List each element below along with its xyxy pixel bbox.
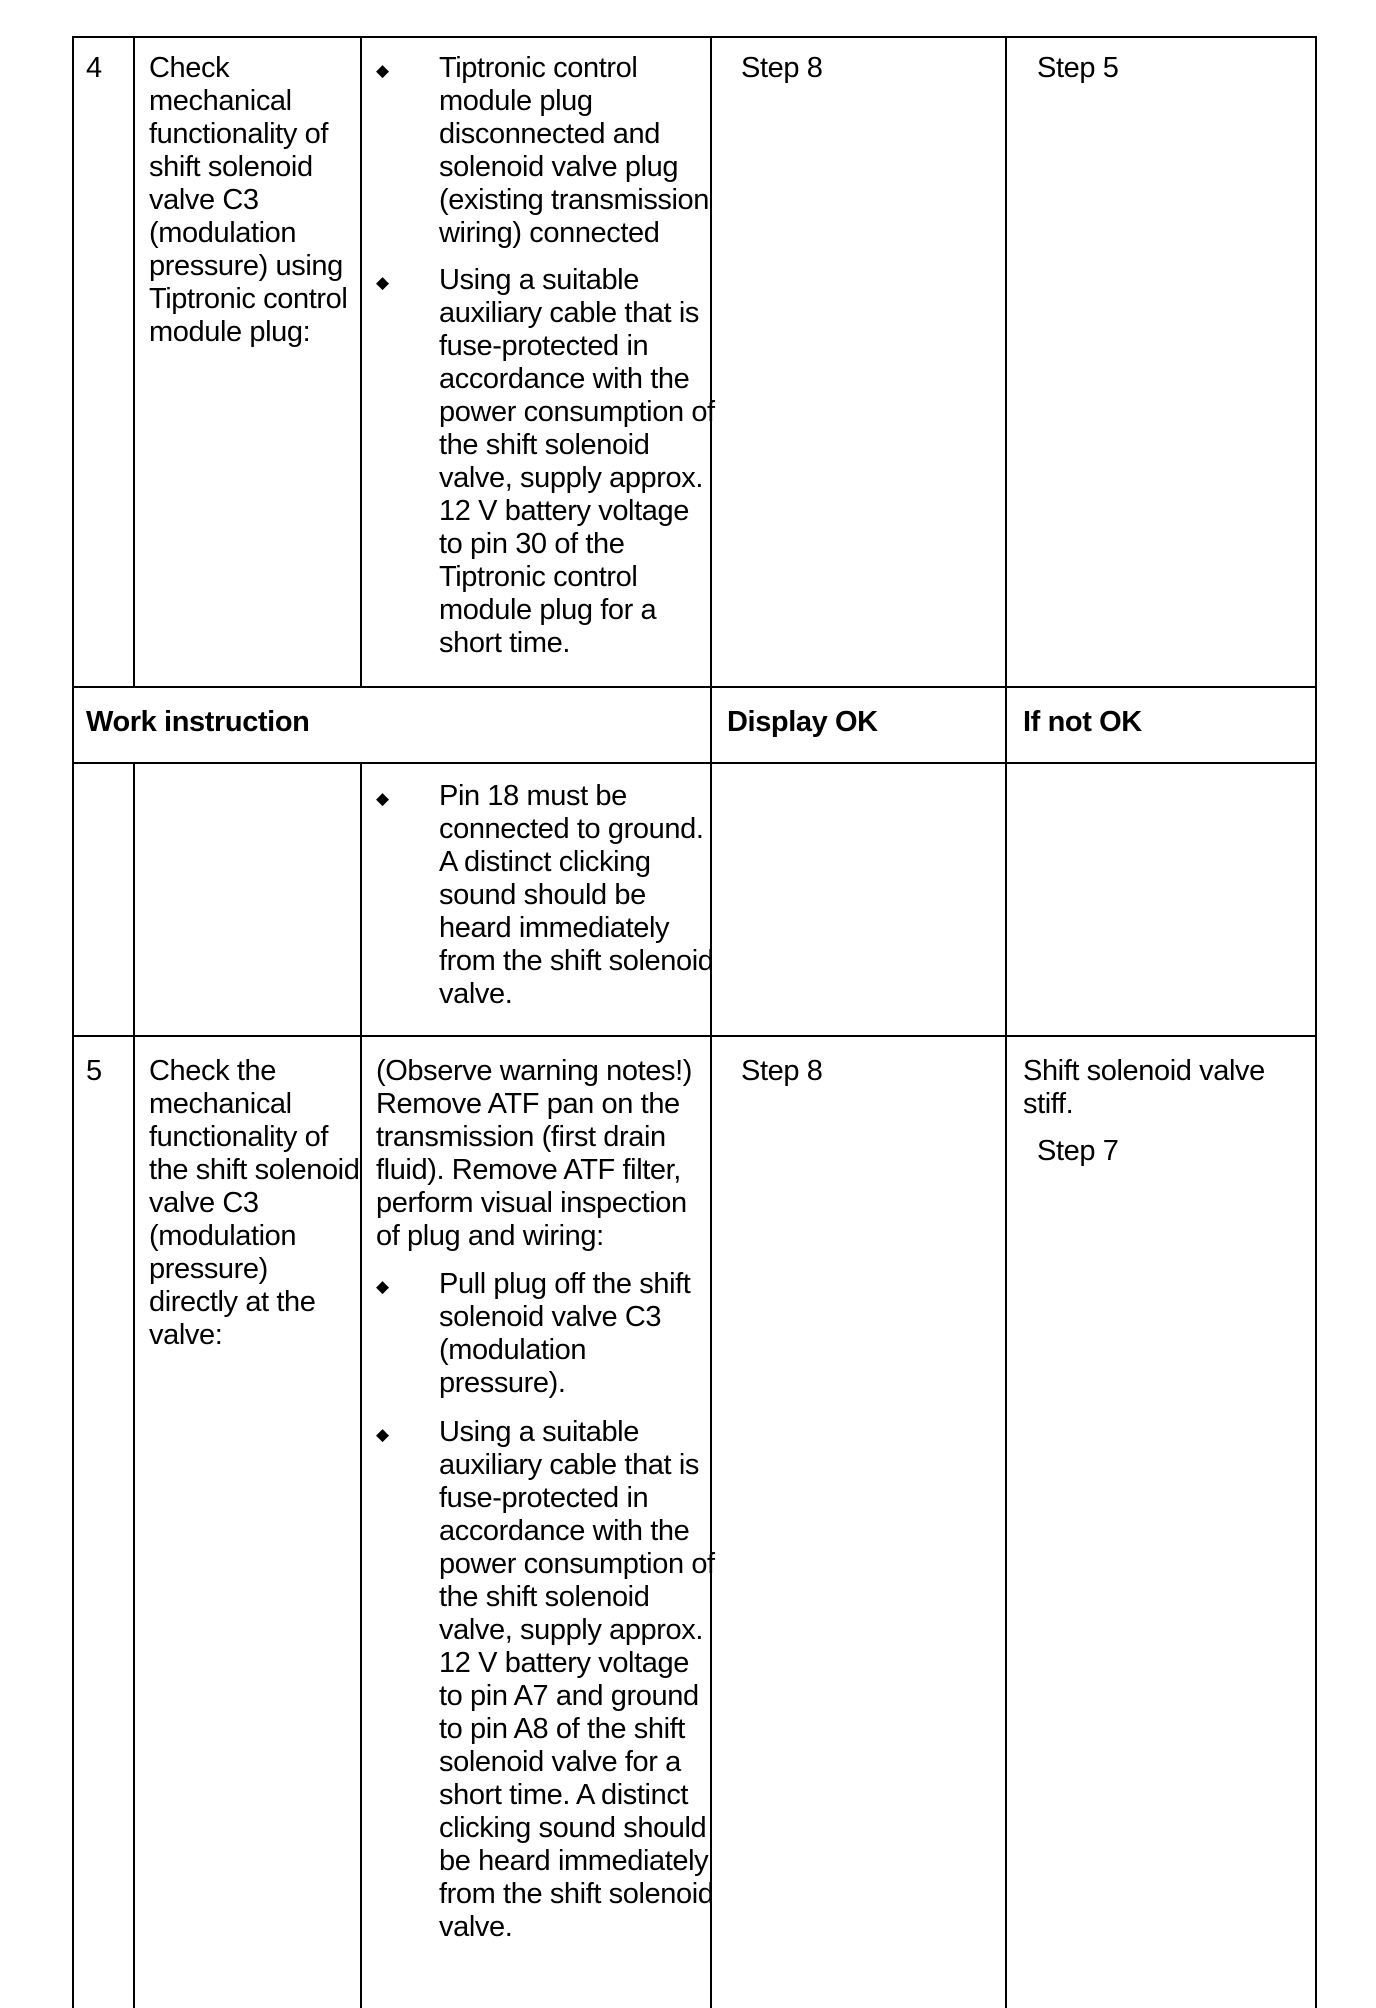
text-line: solenoid valve plug <box>439 151 679 183</box>
rule-header-top <box>72 686 1317 688</box>
row5-display-ok: Step 8 <box>741 1055 823 1087</box>
text-line: valve. <box>439 978 513 1010</box>
text-line: mechanical <box>149 1088 292 1120</box>
text-line: Pin 18 must be <box>439 780 627 812</box>
header-if-not-ok: If not OK <box>1023 706 1142 738</box>
text-line: valve C3 <box>149 184 259 216</box>
text-line: mechanical <box>149 85 292 117</box>
row4-bullet3-text <box>439 780 714 1011</box>
text-line: heard immediately <box>439 912 670 944</box>
text-line: accordance with the <box>439 363 690 395</box>
text-line: fuse-protected in <box>439 1482 649 1514</box>
text-line: valve: <box>149 1319 223 1351</box>
text-line: pressure). <box>439 1367 566 1399</box>
row5-if-not-ok-text <box>1023 1055 1265 1121</box>
text-line: 12 V battery voltage <box>439 1647 689 1679</box>
rule-col4 <box>1005 36 1007 2008</box>
text-line: Tiptronic control <box>439 561 638 593</box>
text-line: short time. <box>439 627 570 659</box>
bullet-icon: ◆ <box>376 1425 390 1444</box>
text-line: module plug: <box>149 316 311 348</box>
text-line: to pin A8 of the shift <box>439 1713 685 1745</box>
bullet-icon: ◆ <box>376 789 390 808</box>
text-line: valve C3 <box>149 1187 259 1219</box>
text-line: transmission (first drain <box>376 1121 666 1153</box>
text-line: accordance with the <box>439 1515 690 1547</box>
text-line: sound should be <box>439 879 646 911</box>
text-line: (modulation <box>149 217 297 249</box>
row4-display-ok: Step 8 <box>741 52 823 84</box>
text-line: module plug for a <box>439 594 657 626</box>
text-line: connected to ground. <box>439 813 704 845</box>
text-line: to pin 30 of the <box>439 528 625 560</box>
text-line: valve, supply approx. <box>439 462 704 494</box>
text-line: perform visual inspection <box>376 1187 687 1219</box>
text-line: Using a suitable <box>439 1416 639 1448</box>
text-line: Tiptronic control <box>439 52 638 84</box>
row5-bullet1-text <box>439 1268 690 1400</box>
text-line: Check <box>149 52 230 84</box>
text-line: of plug and wiring: <box>376 1220 604 1252</box>
text-line: the shift solenoid <box>439 429 650 461</box>
text-line: 12 V battery voltage <box>439 495 689 527</box>
text-line: fuse-protected in <box>439 330 649 362</box>
row4-bullet2-text <box>439 264 715 660</box>
rule-col1 <box>133 36 135 687</box>
text-line: (modulation <box>149 1220 297 1252</box>
row5-number: 5 <box>86 1055 102 1087</box>
text-line: solenoid valve C3 <box>439 1301 662 1333</box>
rule-row5-top <box>72 1035 1317 1037</box>
text-line: module plug <box>439 85 593 117</box>
text-line: auxiliary cable that is <box>439 297 699 329</box>
row4-test-description <box>149 52 347 349</box>
rule-col2 <box>360 36 362 687</box>
text-line: solenoid valve for a <box>439 1746 681 1778</box>
text-line: Remove ATF pan on the <box>376 1088 680 1120</box>
text-line: Shift solenoid valve <box>1023 1055 1265 1087</box>
text-line: to pin A7 and ground <box>439 1680 699 1712</box>
text-line: Tiptronic control <box>149 283 348 315</box>
text-line: pressure) using <box>149 250 343 282</box>
rule-col2 <box>360 762 362 2008</box>
text-line: Pull plug off the shift <box>439 1268 691 1300</box>
row5-test-description <box>149 1055 359 1352</box>
text-line: auxiliary cable that is <box>439 1449 699 1481</box>
row4-if-not-ok: Step 5 <box>1037 52 1119 84</box>
text-line: from the shift solenoid <box>439 945 714 977</box>
text-line: shift solenoid <box>149 151 313 183</box>
row5-bullet2-text <box>439 1416 715 1944</box>
text-line: disconnected and <box>439 118 660 150</box>
row5-intro-text <box>376 1055 692 1253</box>
text-line: be heard immediately <box>439 1845 709 1877</box>
text-line: (modulation <box>439 1334 587 1366</box>
text-line: pressure) <box>149 1253 268 1285</box>
row5-if-not-ok-step: Step 7 <box>1037 1135 1119 1167</box>
text-line: the shift solenoid <box>439 1581 650 1613</box>
text-line: (Observe warning notes!) <box>376 1055 692 1087</box>
text-line: A distinct clicking <box>439 846 651 878</box>
bullet-icon: ◆ <box>376 61 390 80</box>
text-line: short time. A distinct <box>439 1779 689 1811</box>
text-line: functionality of <box>149 1121 328 1153</box>
rule-top <box>72 36 1317 38</box>
text-line: fluid). Remove ATF filter, <box>376 1154 681 1186</box>
text-line: functionality of <box>149 118 328 150</box>
bullet-icon: ◆ <box>376 1277 390 1296</box>
rule-left <box>72 36 74 2008</box>
text-line: from the shift solenoid <box>439 1878 714 1910</box>
text-line: clicking sound should <box>439 1812 707 1844</box>
header-display-ok: Display OK <box>727 706 878 738</box>
text-line: Check the <box>149 1055 276 1087</box>
text-line: power consumption of <box>439 1548 715 1580</box>
header-work-instruction: Work instruction <box>86 706 310 738</box>
text-line: the shift solenoid <box>149 1154 360 1186</box>
text-line: valve, supply approx. <box>439 1614 704 1646</box>
text-line: wiring) connected <box>439 217 660 249</box>
text-line: Using a suitable <box>439 264 639 296</box>
rule-col1 <box>133 762 135 2008</box>
row4-bullet1-text <box>439 52 709 250</box>
text-line: valve. <box>439 1911 513 1943</box>
text-line: directly at the <box>149 1286 316 1318</box>
text-line: power consumption of <box>439 396 715 428</box>
rule-header-bottom <box>72 762 1317 764</box>
bullet-icon: ◆ <box>376 273 390 292</box>
row4-number: 4 <box>86 52 102 84</box>
text-line: stiff. <box>1023 1088 1074 1120</box>
rule-right <box>1315 36 1317 2008</box>
text-line: (existing transmission <box>439 184 710 216</box>
